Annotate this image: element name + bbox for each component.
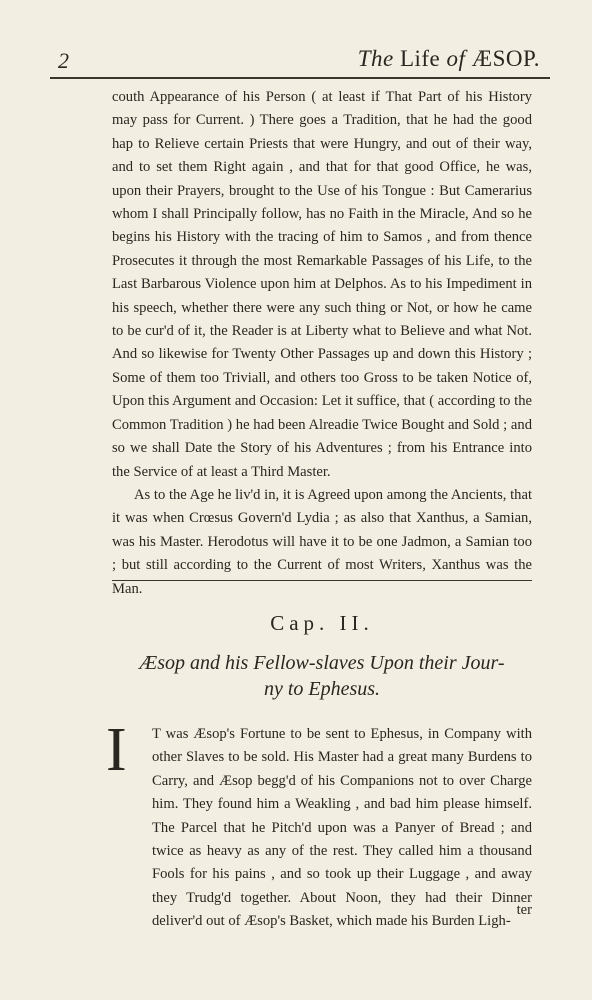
drop-cap: I [106, 716, 127, 784]
chapter-subtitle-line-1: Æsop and his Fellow-slaves Upon their Jour- [139, 652, 505, 674]
running-header [48, 44, 550, 74]
title-life: Life [399, 46, 441, 71]
header-rule [50, 77, 550, 79]
paragraph-1: couth Appearance of his Person ( at least if That Part of his History may pass for Current. ) There goes a Tradition, that he had the good hap to Relieve certain Priests that were Hungry, and out of their way, and to set them Right again , and that for that good Office, he was, upon their Prayers, brought to the Use of his Tongue : But Camerarius whom I shall Principally follow, has no Faith in the Miracle, And so he begins his History with the tracing of him to Samos , and from thence Prosecutes it through the most Remarkable Passages of his Life, to the Last Barbarous Violence upon him at Delphos. As to his Impediment in his speech, whether there were any such thing or Not, or how he came to be cur'd of it, the Reader is at Liberty what to Believe and what Not. And so likewise for Twenty Other Passages up and down this History ; Some of them too Triviall, and others too Gross to be taken Notice of, Upon this Argument and Occasion: Let it suffice, that ( according to the Common Tradition ) he had been Alreadie Twice Bought and Sold ; and so we shall Date the Story of his Adventures ; from his Entrance into the Service of at least a Third Master. [112, 89, 532, 480]
text-block-lower [152, 723, 532, 934]
title-of: of [446, 46, 466, 71]
chapter-subtitle [112, 650, 532, 702]
catchword: ter [516, 902, 532, 918]
chapter-subtitle-line-2: ny to Ephesus. [263, 678, 381, 700]
page-number: 2 [58, 48, 69, 73]
paragraph-3: T was Æsop's Fortune to be sent to Ephesus, in Company with other Slaves to be sold. His Master had a great many Burdens to Carry, and Æsop begg'd of his Companions not to over Charge him. They found him a Weakling , and bad him please himself. The Parcel that he Pitch'd upon was a Panyer of Bread ; and twice as heavy as any of the rest. They called him a thousand Fools for his pains , and so took up their Luggage , and away they Trudg'd together. About Noon, they had their Dinner deliver'd out of Æsop's Basket, which made his Burden Ligh- [152, 726, 532, 930]
running-title [358, 46, 540, 72]
text-block-upper [112, 86, 532, 601]
chapter-heading: Cap. II. [270, 611, 374, 635]
title-the: The [357, 46, 394, 71]
section-rule [112, 580, 532, 581]
paragraph-2: As to the Age he liv'd in, it is Agreed upon among the Ancients, that it was when Crœsus Govern'd Lydia ; as also that Xanthus, a Samian, was his Master. Herodotus will have it to be one Jadmon, a Samian too ; but still according to the Current of most Writers, Xanthus was the Man. [112, 486, 532, 597]
title-name: ÆSOP. [471, 46, 540, 71]
